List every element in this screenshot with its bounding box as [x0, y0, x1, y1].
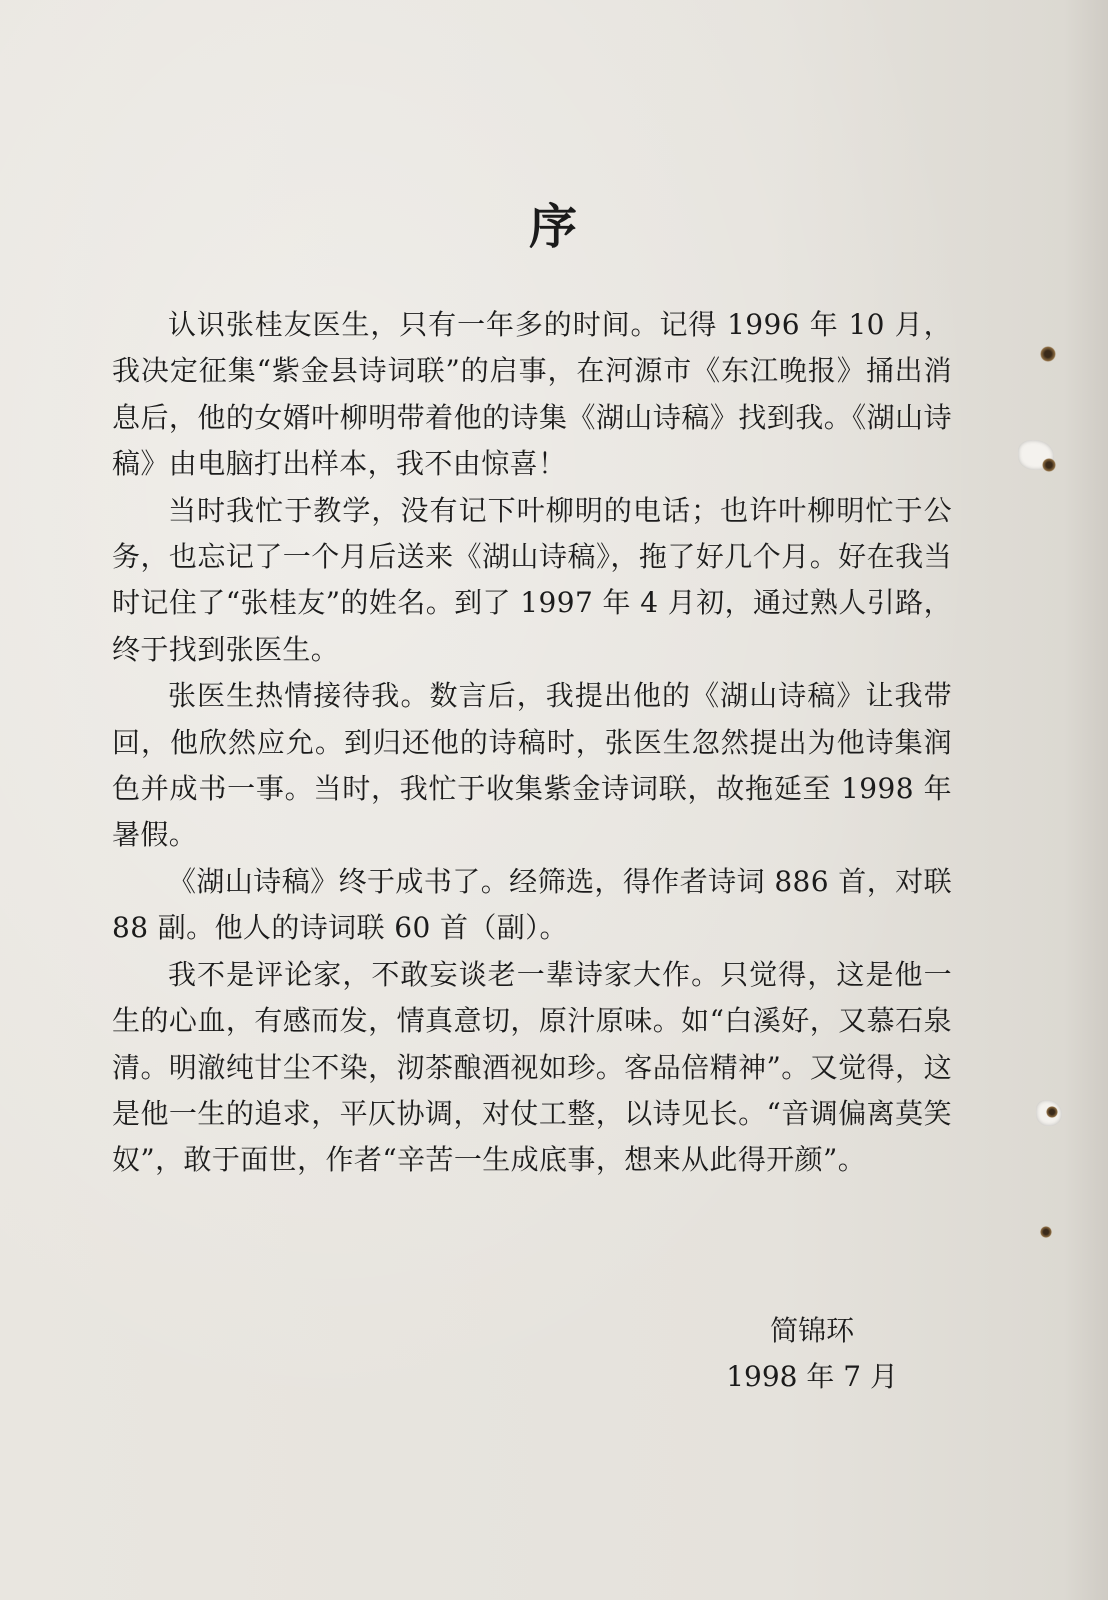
- paragraph-4: 《湖山诗稿》终于成书了。经筛选，得作者诗词 886 首，对联 88 副。他人的诗词联 60 首（副）。: [112, 864, 952, 945]
- binding-hole-mark: [1040, 1226, 1052, 1238]
- binding-hole-mark: [1046, 1106, 1058, 1118]
- preface-body: [112, 302, 952, 1184]
- author-name: 简锦环: [770, 1314, 855, 1347]
- paragraph-2: 当时我忙于教学，没有记下叶柳明的电话；也许叶柳明忙于公务，也忘记了一个月后送来《湖山诗稿》，拖了好几个月。好在我当时记住了“张桂友”的姓名。到了 1997 年 4 月初，通过熟人引路，终于找到张医生。: [112, 493, 952, 666]
- paragraph-1: 认识张桂友医生，只有一年多的时间。记得 1996 年 10 月，我决定征集“紫金县诗词联”的启事，在河源市《东江晚报》捅出消息后，他的女婿叶柳明带着他的诗集《湖山诗稿》找到我。《湖山诗稿》由电脑打出样本，我不由惊喜！: [112, 308, 952, 481]
- signature-date: 1998 年 7 月: [726, 1360, 898, 1393]
- paragraph-5: 我不是评论家，不敢妄谈老一辈诗家大作。只觉得，这是他一生的心血，有感而发，情真意切，原汁原味。如“白溪好，又慕石泉清。明澈纯甘尘不染，沏茶酿酒视如珍。客品倍精神”。又觉得，这是他一生的追求，平仄协调，对仗工整，以诗见长。“音调偏离莫笑奴”，敢于面世，作者“辛苦一生成底事，想来从此得开颜”。: [112, 957, 952, 1177]
- signature-block: [726, 1308, 898, 1400]
- binding-hole-mark: [1042, 458, 1056, 472]
- page-title: 序: [528, 199, 579, 255]
- binding-hole-mark: [1040, 346, 1056, 362]
- paragraph-3: 张医生热情接待我。数言后，我提出他的《湖山诗稿》让我带回，他欣然应允。到归还他的诗稿时，张医生忽然提出为他诗集润色并成书一事。当时，我忙于收集紫金诗词联，故拖延至 1998 年暑假。: [112, 679, 952, 852]
